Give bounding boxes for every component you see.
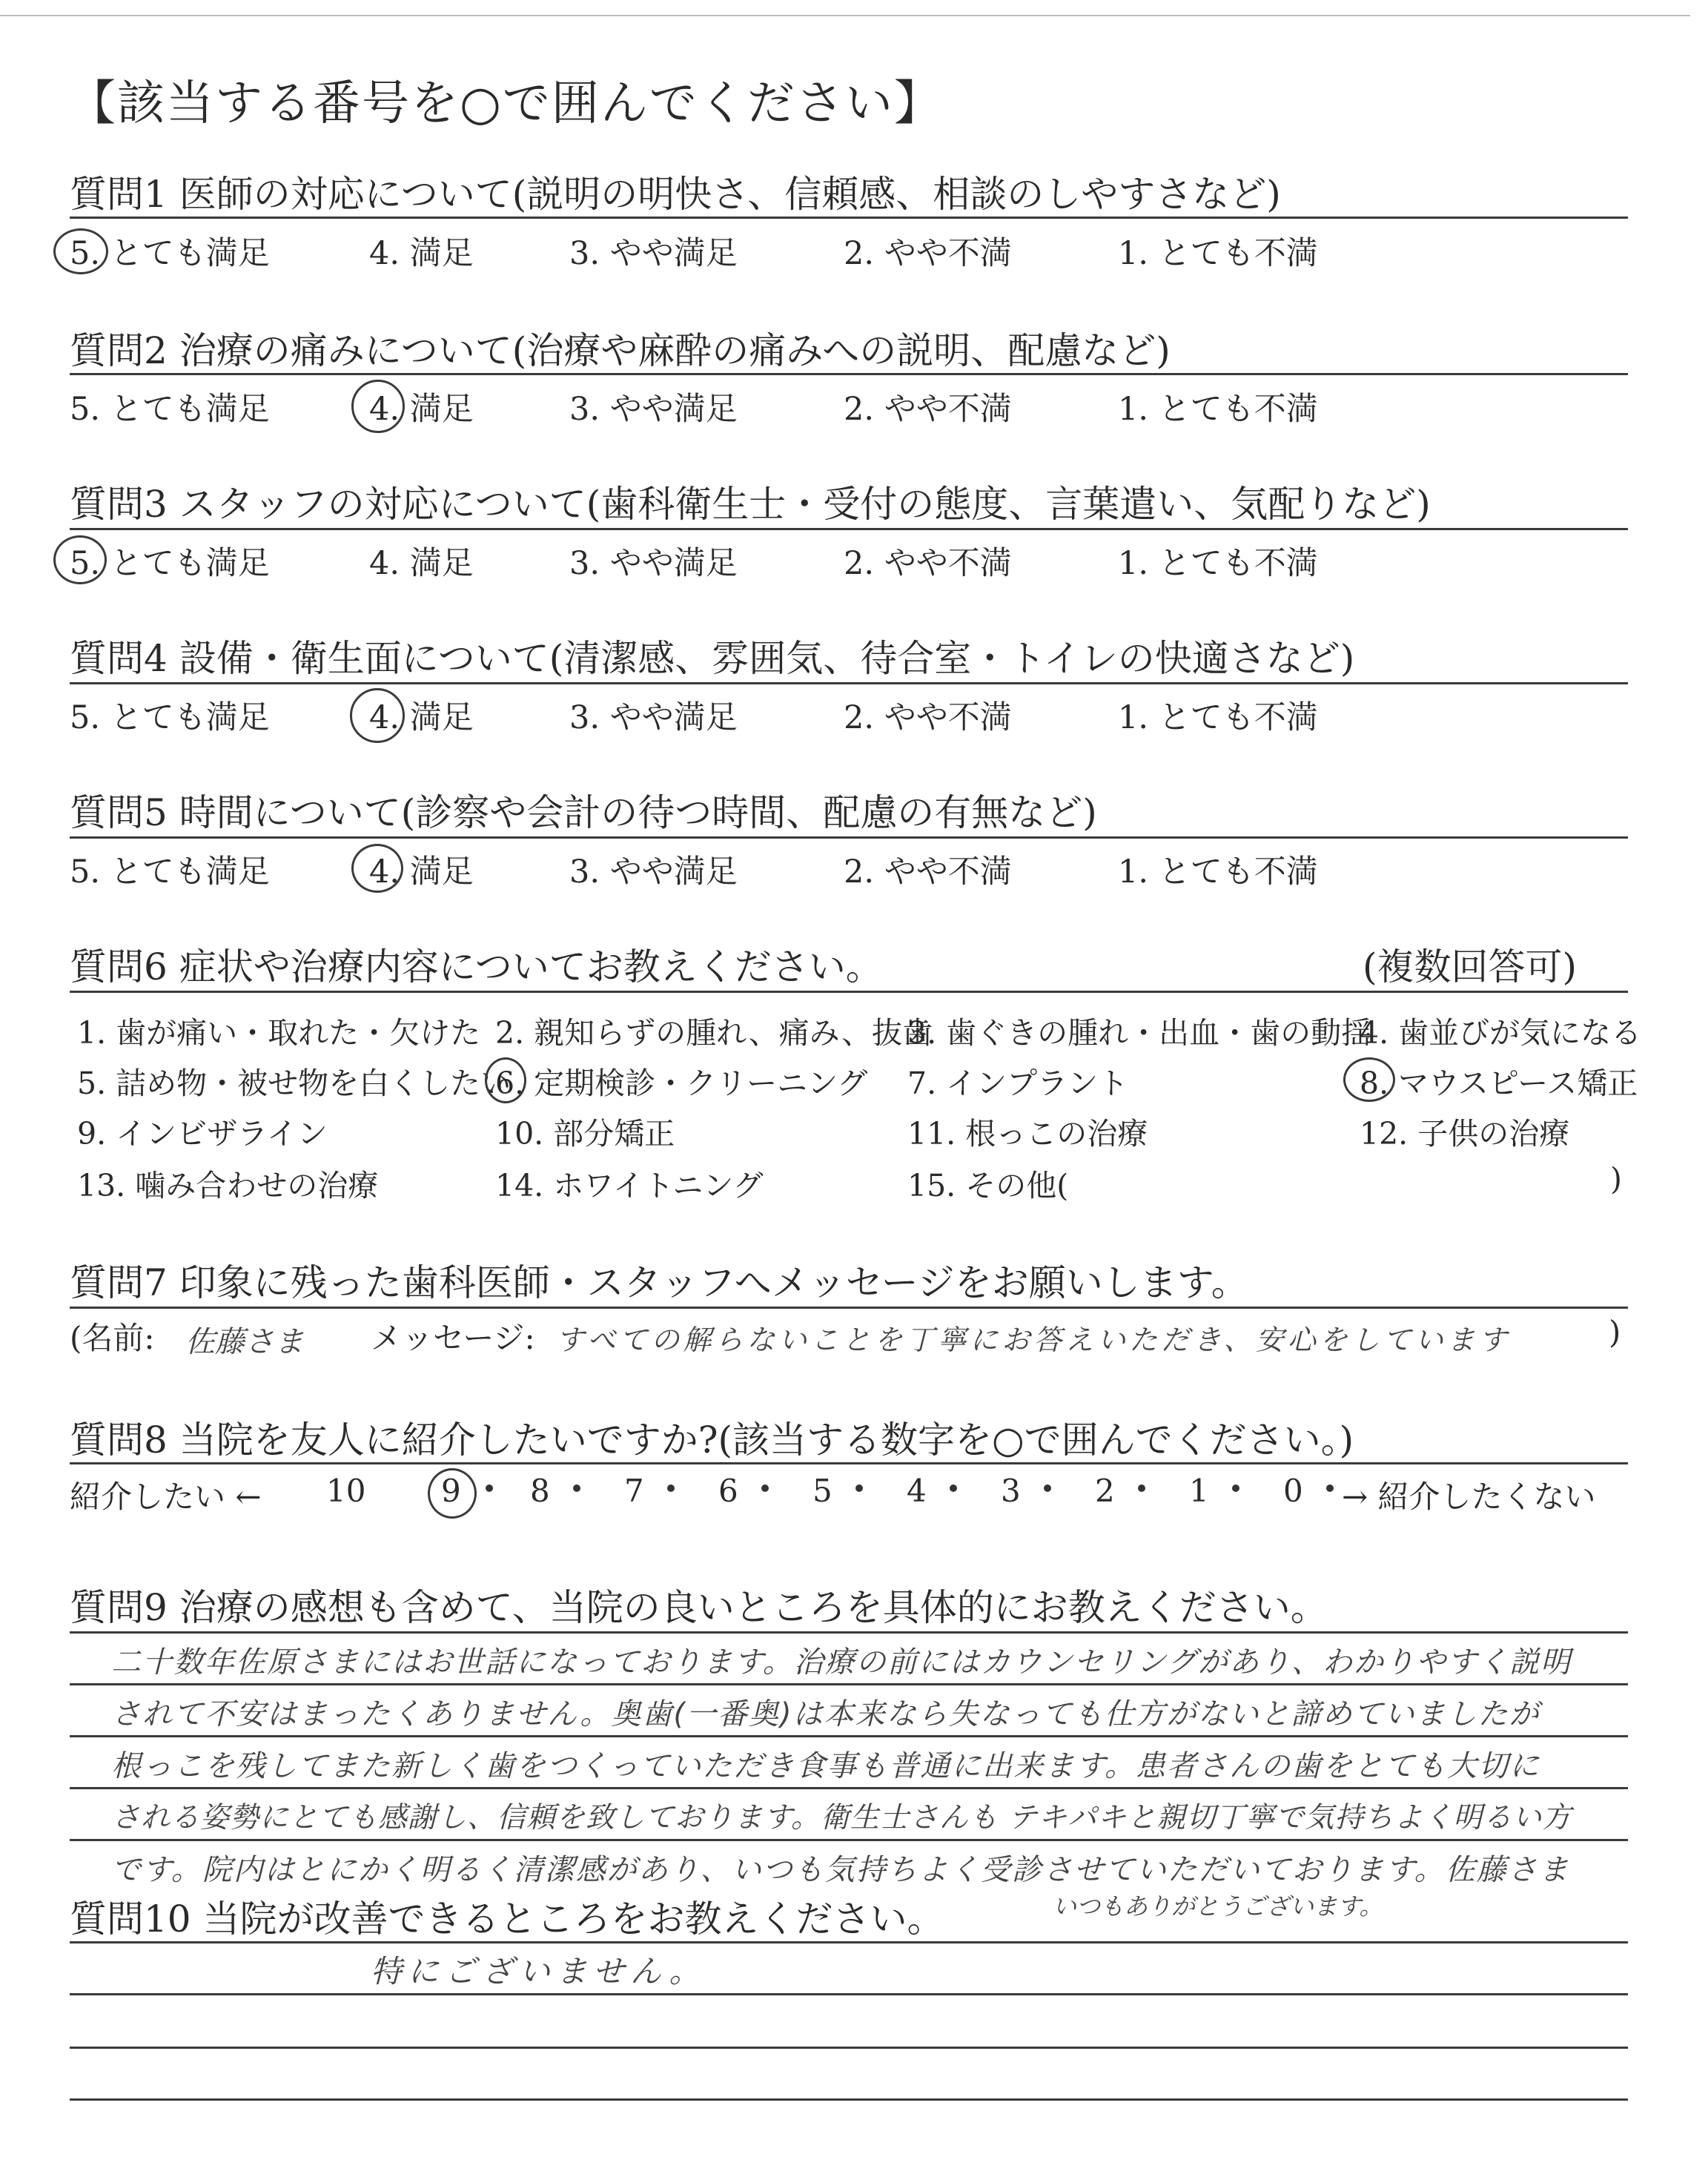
option-4[interactable]: 4. 満足 — [369, 853, 474, 891]
symptom-option[interactable]: 3. 歯ぐきの腫れ・出血・歯の動揺 — [907, 1015, 1372, 1051]
other-close-paren: ) — [1610, 1161, 1622, 1197]
message-close-paren: ) — [1609, 1314, 1621, 1350]
selection-circle — [351, 380, 405, 433]
option-2[interactable]: 2. やや不満 — [844, 545, 1012, 582]
option-5[interactable]: 5. とても満足 — [70, 235, 270, 272]
divider — [70, 373, 1628, 375]
answer-text-line[interactable]: される姿勢にとても感謝し、信頼を致しております。衛生士さんも テキパキと親切丁寧で気持ちよく明るい方 — [111, 1801, 1572, 1834]
option-4[interactable]: 4. 満足 — [369, 391, 474, 428]
answer-text-line[interactable]: 二十数年佐原さまにはお世話になっております。治療の前にはカウンセリングがあり、わかりやすく説明 — [111, 1645, 1572, 1680]
score-6[interactable]: 6 — [718, 1473, 738, 1509]
score-4[interactable]: 4 — [907, 1473, 927, 1509]
symptom-option[interactable]: 13. 噛み合わせの治療 — [77, 1168, 379, 1203]
selection-circle — [351, 844, 403, 893]
divider — [70, 528, 1628, 530]
option-1[interactable]: 1. とても不満 — [1118, 235, 1318, 272]
selection-circle — [485, 1057, 526, 1103]
answer-line — [70, 1735, 1628, 1737]
answer-text-line[interactable]: いつもありがとうございます。 — [1053, 1892, 1383, 1920]
question-title: 質問1 医師の対応について(説明の明快さ、信頼感、相談のしやすさなど) — [70, 173, 1281, 216]
option-1[interactable]: 1. とても不満 — [1118, 545, 1318, 582]
answer-text-line[interactable]: されて不安はまったくありません。奥歯(一番奥)は本来なら失なっても仕方がないと諦めていましたが — [111, 1697, 1540, 1731]
option-3[interactable]: 3. やや満足 — [569, 391, 738, 428]
symptom-option[interactable]: 12. 子供の治療 — [1360, 1116, 1570, 1152]
symptom-option[interactable]: 1. 歯が痛い・取れた・欠けた — [77, 1015, 481, 1051]
symptom-option[interactable]: 14. ホワイトニング — [495, 1168, 764, 1203]
divider — [70, 1462, 1628, 1464]
selection-circle — [1343, 1057, 1395, 1102]
symptom-option[interactable]: 11. 根っこの治療 — [907, 1116, 1148, 1152]
selection-circle — [53, 228, 108, 274]
divider — [70, 836, 1628, 839]
score-dot-separators — [371, 1468, 1349, 1505]
symptom-option[interactable]: 7. インプラント — [907, 1066, 1129, 1101]
option-3[interactable]: 3. やや満足 — [569, 235, 738, 272]
answer-line — [70, 2098, 1628, 2101]
option-2[interactable]: 2. やや不満 — [844, 391, 1012, 428]
divider — [70, 682, 1628, 684]
form-heading: 【該当する番号を○で囲んでください】 — [68, 76, 943, 131]
symptom-option[interactable]: 10. 部分矯正 — [495, 1116, 675, 1152]
divider — [70, 217, 1628, 219]
question-title: 質問8 当院を友人に紹介したいですか?(該当する数字を○で囲んでください。) — [70, 1418, 1354, 1462]
score-8[interactable]: 8 — [530, 1473, 550, 1509]
score-1[interactable]: 1 — [1189, 1473, 1209, 1509]
name-label: (名前: — [70, 1320, 155, 1356]
answer-text-line[interactable]: 根っこを残してまた新しく歯をつくっていただき食事も普通に出来ます。患者さんの歯をとても大切に — [111, 1749, 1540, 1783]
score-10[interactable]: 10 — [326, 1473, 366, 1509]
question-title: 質問4 設備・衛生面について(清潔感、雰囲気、待合室・トイレの快適さなど) — [70, 637, 1355, 680]
answer-text[interactable]: 特にございません。 — [371, 1953, 706, 1989]
option-5[interactable]: 5. とても満足 — [70, 545, 270, 582]
score-3[interactable]: 3 — [1001, 1473, 1021, 1509]
question-title: 質問2 治療の痛みについて(治療や麻酔の痛みへの説明、配慮など) — [70, 329, 1171, 372]
answer-line — [70, 1941, 1628, 1943]
selection-circle — [53, 535, 107, 584]
score-0[interactable]: 0 — [1283, 1473, 1303, 1509]
divider — [70, 991, 1628, 993]
answer-text-line[interactable]: です。院内はとにかく明るく清潔感があり、いつも気持ちよく受診させていただいております。佐藤さま — [111, 1853, 1570, 1887]
message-value[interactable]: すべての解らないことを丁寧にお答えいただき、安心をしています — [556, 1324, 1511, 1356]
symptom-option[interactable]: 4. 歯並びが気になる — [1360, 1015, 1642, 1051]
answer-line — [70, 2047, 1628, 2049]
option-5[interactable]: 5. とても満足 — [70, 699, 270, 736]
option-2[interactable]: 2. やや不満 — [844, 853, 1012, 891]
name-value[interactable]: 佐藤さま — [185, 1325, 304, 1359]
symptom-option[interactable]: 5. 詰め物・被せ物を白くしたい — [77, 1066, 512, 1101]
option-3[interactable]: 3. やや満足 — [569, 699, 738, 736]
option-4[interactable]: 4. 満足 — [369, 545, 474, 582]
option-5[interactable]: 5. とても満足 — [70, 391, 270, 428]
question-title: 質問3 スタッフの対応について(歯科衛生士・受付の態度、言葉遣い、気配りなど) — [70, 483, 1431, 526]
option-3[interactable]: 3. やや満足 — [569, 545, 738, 582]
score-5[interactable]: 5 — [812, 1473, 833, 1509]
option-1[interactable]: 1. とても不満 — [1118, 853, 1318, 891]
option-1[interactable]: 1. とても不満 — [1118, 699, 1318, 736]
option-2[interactable]: 2. やや不満 — [844, 699, 1012, 736]
symptom-option[interactable]: 2. 親知らずの腫れ、痛み、抜歯 — [495, 1015, 933, 1051]
symptom-option[interactable]: 15. その他( — [907, 1168, 1069, 1203]
option-2[interactable]: 2. やや不満 — [844, 235, 1012, 272]
option-3[interactable]: 3. やや満足 — [569, 853, 738, 891]
not-recommend-label: → 紹介したくない — [1342, 1479, 1596, 1515]
question-title: 質問6 症状や治療内容についてお教えください。 — [70, 945, 883, 988]
answer-line — [70, 1631, 1628, 1634]
answer-line — [70, 1683, 1628, 1685]
score-9[interactable]: 9 — [441, 1473, 461, 1509]
question-title: 質問7 印象に残った歯科医師・スタッフへメッセージをお願いします。 — [70, 1261, 1248, 1304]
option-4[interactable]: 4. 満足 — [369, 699, 474, 736]
multiple-answer-note: (複数回答可) — [1363, 945, 1578, 988]
symptom-option[interactable]: 8. マウスピース矯正 — [1360, 1066, 1638, 1101]
recommend-label: 紹介したい ← — [70, 1479, 262, 1515]
option-1[interactable]: 1. とても不満 — [1118, 391, 1318, 428]
answer-line — [70, 1839, 1628, 1841]
score-2[interactable]: 2 — [1095, 1473, 1115, 1509]
selection-circle — [350, 688, 405, 743]
symptom-option[interactable]: 9. インビザライン — [77, 1116, 328, 1152]
answer-line — [70, 1993, 1628, 1995]
question-title: 質問5 時間について(診察や会計の待つ時間、配慮の有無など) — [70, 791, 1097, 834]
answer-line — [70, 1787, 1628, 1789]
question-title: 質問9 治療の感想も含めて、当院の良いところを具体的にお教えください。 — [70, 1586, 1328, 1629]
message-label: メッセージ: — [371, 1320, 535, 1356]
scan-top-edge — [0, 15, 1690, 16]
option-5[interactable]: 5. とても満足 — [70, 853, 270, 891]
option-4[interactable]: 4. 満足 — [369, 235, 474, 272]
divider — [70, 1307, 1628, 1309]
symptom-option[interactable]: 6. 定期検診・クリーニング — [495, 1066, 868, 1101]
score-7[interactable]: 7 — [624, 1473, 644, 1509]
question-title: 質問10 当院が改善できるところをお教えください。 — [70, 1898, 944, 1941]
